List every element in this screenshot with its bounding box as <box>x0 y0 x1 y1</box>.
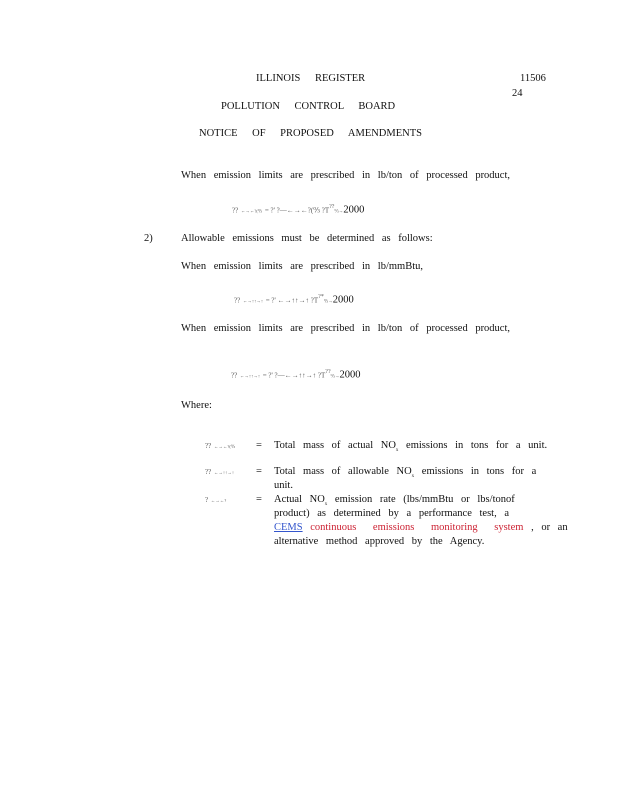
definition-text-line2: unit. <box>274 480 293 491</box>
paragraph-lb-ton-2: When emission limits are prescribed in lb/ton of processed product, <box>181 323 511 334</box>
equation-body: = ?' ←→↑↑→↑ ?T <box>265 296 319 305</box>
equation-subscript: ←→↑↑→↑ <box>242 298 264 304</box>
equation-divisor: 2000 <box>339 369 361 381</box>
equation-body: = ?' ?—←→←?(↉ ?T <box>264 206 330 215</box>
definition-text-line3 <box>274 522 568 533</box>
definition-text-a: Actual NO <box>274 494 325 505</box>
definition-text <box>274 494 515 507</box>
definition-symbol <box>205 466 234 477</box>
cems-expansion: continuous emissions monitoring system <box>310 522 524 533</box>
definition-symbol <box>205 440 235 451</box>
equation-divisor: 2000 <box>332 294 354 306</box>
item-number: 2) <box>144 233 153 244</box>
equation-superscript: ?* <box>318 294 324 300</box>
notice-heading: NOTICE OF PROPOSED AMENDMENTS <box>199 128 422 139</box>
subscript-x: x <box>395 448 399 454</box>
paragraph-lb-ton: When emission limits are prescribed in lb/ton of processed product, <box>181 170 511 181</box>
subscript-x: x <box>324 502 328 508</box>
equation-body: = ?' ?—←→↑↑→↑ ?T <box>262 371 326 380</box>
board-name: POLLUTION CONTROL BOARD <box>221 101 396 112</box>
register-title: ILLINOIS REGISTER <box>256 73 366 84</box>
item-heading: Allowable emissions must be determined as follows: <box>181 233 433 244</box>
definition-text <box>274 466 536 479</box>
page-number: 11506 <box>520 73 546 84</box>
equation-subscript-2: ↉→ <box>330 373 340 379</box>
definition-text-a: Total mass of allowable NO <box>274 466 412 477</box>
equation-symbol: ?? <box>232 206 239 215</box>
definition-symbol <box>205 494 226 505</box>
definition-text <box>274 440 547 453</box>
paragraph-lb-mmbtu: When emission limits are prescribed in lb/mmBtu, <box>181 261 424 272</box>
where-label: Where: <box>181 400 212 411</box>
equation-subscript-2: ↉→ <box>334 208 344 214</box>
definition-text-b: emissions in tons for a <box>421 466 537 477</box>
definition-equals: = <box>256 466 262 477</box>
equation-superscript: ?? <box>325 369 331 375</box>
definition-symbol-subscript: ←→←?(↉ <box>213 444 236 449</box>
definition-text-line4: alternative method approved by the Agency. <box>274 536 485 547</box>
definition-text-line2: product) as determined by a performance test, a <box>274 508 509 519</box>
definition-symbol-subscript: ←→←? <box>210 498 227 503</box>
definition-symbol-main: ?? <box>205 442 212 450</box>
equation-subscript: ←→←?(↉ <box>240 208 263 214</box>
definition-text-a: Total mass of actual NO <box>274 440 396 451</box>
equation-allowable-mmbtu <box>234 294 354 306</box>
definition-equals: = <box>256 440 262 451</box>
equation-subscript-2: ↉→ <box>323 298 333 304</box>
equation-symbol: ?? <box>231 371 238 380</box>
equation-allowable-ton <box>231 369 360 381</box>
equation-subscript: ←→↑↑→↑ <box>239 373 261 379</box>
page-subnumber: 24 <box>512 88 523 99</box>
definition-symbol-main: ? <box>205 496 209 504</box>
equation-superscript: ?? <box>329 204 335 210</box>
definition-text-rest: , or an <box>531 522 568 533</box>
definition-symbol-main: ?? <box>205 468 212 476</box>
definition-text-b: emission rate (lbs/mmBtu or lbs/tonof <box>334 494 515 505</box>
definition-equals: = <box>256 494 262 505</box>
equation-divisor: 2000 <box>343 204 365 216</box>
definition-symbol-subscript: ←→↑↑→↑ <box>213 470 235 475</box>
subscript-x: x <box>411 474 415 480</box>
cems-link[interactable]: CEMS <box>274 522 303 533</box>
equation-symbol: ?? <box>234 296 241 305</box>
definition-text-b: emissions in tons for a unit. <box>406 440 548 451</box>
equation-actual <box>232 204 364 216</box>
